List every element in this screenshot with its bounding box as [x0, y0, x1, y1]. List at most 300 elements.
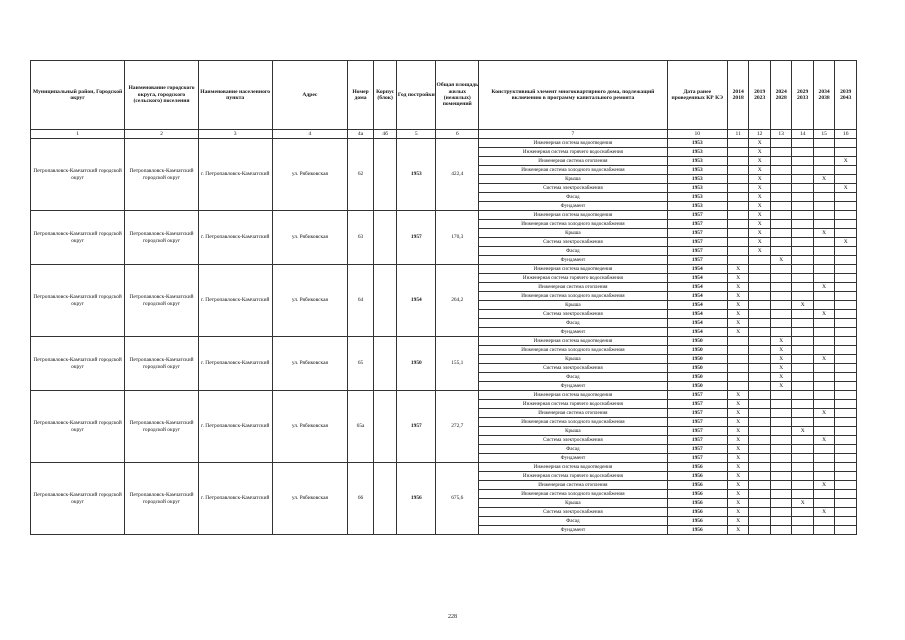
- period-cell-1: X: [727, 463, 748, 472]
- element-name-cell: Крыша: [479, 427, 667, 436]
- period-cell-5: X: [813, 436, 834, 445]
- period-cell-3: [770, 418, 791, 427]
- period-cell-2: [749, 418, 770, 427]
- period-cell-4: [792, 184, 813, 193]
- column-header-9: Конструктивный элемент многоквартирного дома, подлежащий включению в программу капитального ремонта: [479, 61, 667, 130]
- district-cell: Петропавловск-Камчатский городской округ: [31, 139, 125, 211]
- period-cell-2: X: [749, 229, 770, 238]
- repair-date-cell: 1954: [667, 274, 727, 283]
- period-cell-4: [792, 400, 813, 409]
- address-cell: ул. Рябиковская: [272, 337, 348, 391]
- repair-date-cell: 1956: [667, 481, 727, 490]
- element-name-cell: Инженерная система холодного водоснабжения: [479, 292, 667, 301]
- period-cell-5: [813, 490, 834, 499]
- repair-date-cell: 1953: [667, 139, 727, 148]
- element-name-cell: Крыша: [479, 499, 667, 508]
- settlement-cell: Петропавловск-Камчатский городской округ: [125, 391, 199, 463]
- period-cell-1: [727, 157, 748, 166]
- element-name-cell: Фасад: [479, 373, 667, 382]
- column-number-2: 2: [125, 130, 199, 139]
- period-cell-1: X: [727, 328, 748, 337]
- block-cell: [373, 463, 397, 535]
- repair-date-cell: 1953: [667, 166, 727, 175]
- period-cell-6: [835, 418, 857, 427]
- table-row: [31, 211, 857, 220]
- period-cell-3: X: [770, 346, 791, 355]
- column-header-14: 2029 2033: [792, 61, 813, 130]
- period-cell-6: X: [835, 184, 857, 193]
- address-cell: ул. Рябиковская: [272, 391, 348, 463]
- table-row: [31, 463, 857, 472]
- element-name-cell: Инженерная система горячего водоснабжения: [479, 400, 667, 409]
- period-cell-2: X: [749, 247, 770, 256]
- block-cell: [373, 139, 397, 211]
- element-name-cell: Инженерная система холодного водоснабжения: [479, 418, 667, 427]
- period-cell-4: [792, 409, 813, 418]
- period-cell-4: [792, 508, 813, 517]
- period-cell-4: [792, 337, 813, 346]
- repair-date-cell: 1954: [667, 292, 727, 301]
- period-cell-6: [835, 328, 857, 337]
- period-cell-5: [813, 391, 834, 400]
- period-cell-5: [813, 139, 834, 148]
- element-name-cell: Система электроснабжения: [479, 508, 667, 517]
- period-cell-1: X: [727, 265, 748, 274]
- period-cell-4: [792, 139, 813, 148]
- period-cell-3: [770, 238, 791, 247]
- period-cell-2: [749, 310, 770, 319]
- column-header-5: Номер дома: [348, 61, 374, 130]
- period-cell-4: [792, 310, 813, 319]
- element-name-cell: Инженерная система холодного водоснабжения: [479, 490, 667, 499]
- repair-date-cell: 1950: [667, 346, 727, 355]
- period-cell-2: [749, 301, 770, 310]
- repair-date-cell: 1956: [667, 526, 727, 535]
- period-cell-4: [792, 274, 813, 283]
- period-cell-4: [792, 391, 813, 400]
- period-cell-4: [792, 319, 813, 328]
- column-number-16: 16: [835, 130, 857, 139]
- repair-date-cell: 1957: [667, 391, 727, 400]
- period-cell-3: [770, 175, 791, 184]
- element-name-cell: Инженерная система горячего водоснабжения: [479, 148, 667, 157]
- period-cell-6: [835, 427, 857, 436]
- period-cell-2: [749, 400, 770, 409]
- column-number-row: [31, 130, 857, 139]
- table-row: [31, 265, 857, 274]
- element-name-cell: Инженерная система водоотведения: [479, 463, 667, 472]
- period-cell-5: [813, 148, 834, 157]
- period-cell-5: X: [813, 355, 834, 364]
- period-cell-5: [813, 292, 834, 301]
- period-cell-6: [835, 202, 857, 211]
- period-cell-1: [727, 247, 748, 256]
- period-cell-6: [835, 499, 857, 508]
- house-number-cell: 65: [348, 337, 374, 391]
- period-cell-4: [792, 373, 813, 382]
- period-cell-3: X: [770, 337, 791, 346]
- element-name-cell: Система электроснабжения: [479, 436, 667, 445]
- period-cell-2: X: [749, 148, 770, 157]
- period-cell-6: [835, 319, 857, 328]
- period-cell-1: [727, 139, 748, 148]
- period-cell-3: [770, 436, 791, 445]
- column-number-7: 5: [397, 130, 436, 139]
- element-name-cell: Инженерная система водоотведения: [479, 211, 667, 220]
- repair-date-cell: 1950: [667, 337, 727, 346]
- settlement-cell: Петропавловск-Камчатский городской округ: [125, 211, 199, 265]
- period-cell-6: [835, 454, 857, 463]
- period-cell-3: [770, 301, 791, 310]
- period-cell-2: [749, 526, 770, 535]
- column-header-3: Наименование населенного пункта: [198, 61, 272, 130]
- period-cell-1: [727, 184, 748, 193]
- element-name-cell: Фундамент: [479, 382, 667, 391]
- period-cell-4: [792, 445, 813, 454]
- district-cell: Петропавловск-Камчатский городской округ: [31, 337, 125, 391]
- period-cell-6: [835, 256, 857, 265]
- period-cell-5: [813, 499, 834, 508]
- period-cell-3: [770, 193, 791, 202]
- period-cell-6: [835, 229, 857, 238]
- column-number-10: 10: [667, 130, 727, 139]
- period-cell-6: [835, 220, 857, 229]
- repair-date-cell: 1956: [667, 499, 727, 508]
- settlement-cell: Петропавловск-Камчатский городской округ: [125, 337, 199, 391]
- locality-cell: г. Петропавловск-Камчатский: [198, 139, 272, 211]
- area-cell: 675,6: [436, 463, 479, 535]
- period-cell-6: [835, 463, 857, 472]
- repair-date-cell: 1957: [667, 409, 727, 418]
- address-cell: ул. Рябиковская: [272, 211, 348, 265]
- period-cell-1: X: [727, 409, 748, 418]
- build-year-cell: 1950: [397, 337, 436, 391]
- period-cell-2: X: [749, 166, 770, 175]
- period-cell-1: [727, 166, 748, 175]
- column-header-13: 2024 2028: [770, 61, 791, 130]
- table-header: [31, 61, 857, 139]
- column-number-14: 14: [792, 130, 813, 139]
- period-cell-6: [835, 409, 857, 418]
- element-name-cell: Система электроснабжения: [479, 184, 667, 193]
- period-cell-6: [835, 139, 857, 148]
- period-cell-1: [727, 175, 748, 184]
- period-cell-5: [813, 274, 834, 283]
- column-number-8: 6: [436, 130, 479, 139]
- period-cell-3: X: [770, 364, 791, 373]
- repair-date-cell: 1953: [667, 184, 727, 193]
- period-cell-6: [835, 301, 857, 310]
- column-number-5: 4а: [348, 130, 374, 139]
- period-cell-1: X: [727, 391, 748, 400]
- period-cell-3: [770, 526, 791, 535]
- period-cell-5: [813, 346, 834, 355]
- repair-date-cell: 1957: [667, 220, 727, 229]
- period-cell-3: [770, 211, 791, 220]
- locality-cell: г. Петропавловск-Камчатский: [198, 211, 272, 265]
- address-cell: ул. Рябиковская: [272, 139, 348, 211]
- period-cell-4: [792, 418, 813, 427]
- period-cell-3: [770, 292, 791, 301]
- period-cell-4: [792, 481, 813, 490]
- period-cell-1: X: [727, 499, 748, 508]
- period-cell-3: [770, 157, 791, 166]
- build-year-cell: 1953: [397, 139, 436, 211]
- period-cell-2: [749, 427, 770, 436]
- period-cell-1: X: [727, 481, 748, 490]
- column-header-6: Корпус (блок): [373, 61, 397, 130]
- period-cell-5: [813, 472, 834, 481]
- address-cell: ул. Рябиковская: [272, 265, 348, 337]
- period-cell-3: [770, 409, 791, 418]
- period-cell-3: [770, 400, 791, 409]
- period-cell-6: [835, 508, 857, 517]
- repair-date-cell: 1956: [667, 508, 727, 517]
- period-cell-6: [835, 265, 857, 274]
- period-cell-1: X: [727, 472, 748, 481]
- district-cell: Петропавловск-Камчатский городской округ: [31, 391, 125, 463]
- period-cell-2: X: [749, 193, 770, 202]
- period-cell-2: [749, 283, 770, 292]
- column-header-2: Наименование городского округа, городского (сельского) поселения: [125, 61, 199, 130]
- element-name-cell: Фасад: [479, 517, 667, 526]
- table-row: [31, 139, 857, 148]
- period-cell-3: [770, 463, 791, 472]
- settlement-cell: Петропавловск-Камчатский городской округ: [125, 463, 199, 535]
- period-cell-1: [727, 229, 748, 238]
- element-name-cell: Инженерная система отопления: [479, 283, 667, 292]
- period-cell-6: [835, 382, 857, 391]
- period-cell-3: [770, 148, 791, 157]
- period-cell-1: X: [727, 292, 748, 301]
- element-name-cell: Крыша: [479, 355, 667, 364]
- repair-date-cell: 1957: [667, 436, 727, 445]
- district-cell: Петропавловск-Камчатский городской округ: [31, 211, 125, 265]
- element-name-cell: Крыша: [479, 229, 667, 238]
- period-cell-5: X: [813, 175, 834, 184]
- element-name-cell: Инженерная система отопления: [479, 157, 667, 166]
- period-cell-4: [792, 220, 813, 229]
- period-cell-5: [813, 328, 834, 337]
- period-cell-5: [813, 166, 834, 175]
- period-cell-4: [792, 328, 813, 337]
- period-cell-3: [770, 481, 791, 490]
- period-cell-6: [835, 193, 857, 202]
- period-cell-2: X: [749, 211, 770, 220]
- build-year-cell: 1957: [397, 211, 436, 265]
- period-cell-1: [727, 193, 748, 202]
- element-name-cell: Фундамент: [479, 454, 667, 463]
- period-cell-5: X: [813, 310, 834, 319]
- period-cell-6: [835, 472, 857, 481]
- period-cell-4: X: [792, 427, 813, 436]
- period-cell-3: [770, 310, 791, 319]
- period-cell-3: [770, 139, 791, 148]
- period-cell-5: [813, 445, 834, 454]
- element-name-cell: Инженерная система холодного водоснабжения: [479, 220, 667, 229]
- period-cell-3: [770, 265, 791, 274]
- period-cell-5: [813, 418, 834, 427]
- repair-date-cell: 1954: [667, 310, 727, 319]
- period-cell-5: [813, 220, 834, 229]
- period-cell-6: [835, 436, 857, 445]
- element-name-cell: Фундамент: [479, 256, 667, 265]
- column-header-11: 2014 2018: [727, 61, 748, 130]
- period-cell-4: [792, 490, 813, 499]
- repair-date-cell: 1957: [667, 400, 727, 409]
- period-cell-1: X: [727, 445, 748, 454]
- period-cell-4: [792, 463, 813, 472]
- area-cell: 272,7: [436, 391, 479, 463]
- repair-date-cell: 1954: [667, 283, 727, 292]
- period-cell-5: X: [813, 409, 834, 418]
- period-cell-5: [813, 526, 834, 535]
- area-cell: 155,1: [436, 337, 479, 391]
- period-cell-4: [792, 382, 813, 391]
- repair-date-cell: 1954: [667, 301, 727, 310]
- column-header-10: Дата ранее проведенных КР КЭ: [667, 61, 727, 130]
- period-cell-3: [770, 229, 791, 238]
- repair-date-cell: 1953: [667, 157, 727, 166]
- locality-cell: г. Петропавловск-Камчатский: [198, 337, 272, 391]
- column-header-16: 2039 2043: [835, 61, 857, 130]
- period-cell-2: [749, 445, 770, 454]
- repair-date-cell: 1953: [667, 175, 727, 184]
- period-cell-2: [749, 382, 770, 391]
- period-cell-3: [770, 391, 791, 400]
- house-number-cell: 62: [348, 139, 374, 211]
- period-cell-4: [792, 265, 813, 274]
- period-cell-4: [792, 517, 813, 526]
- period-cell-4: X: [792, 301, 813, 310]
- repair-date-cell: 1950: [667, 373, 727, 382]
- period-cell-3: [770, 184, 791, 193]
- period-cell-5: [813, 427, 834, 436]
- period-cell-2: [749, 364, 770, 373]
- period-cell-4: [792, 238, 813, 247]
- period-cell-1: [727, 211, 748, 220]
- element-name-cell: Фасад: [479, 319, 667, 328]
- repair-date-cell: 1956: [667, 517, 727, 526]
- period-cell-5: [813, 157, 834, 166]
- period-cell-3: X: [770, 355, 791, 364]
- period-cell-6: [835, 355, 857, 364]
- period-cell-3: [770, 283, 791, 292]
- period-cell-1: [727, 382, 748, 391]
- period-cell-2: X: [749, 238, 770, 247]
- period-cell-5: [813, 256, 834, 265]
- element-name-cell: Фасад: [479, 247, 667, 256]
- period-cell-6: [835, 400, 857, 409]
- period-cell-1: [727, 256, 748, 265]
- repair-date-cell: 1950: [667, 355, 727, 364]
- period-cell-3: [770, 427, 791, 436]
- repair-date-cell: 1957: [667, 256, 727, 265]
- area-cell: 170,3: [436, 211, 479, 265]
- element-name-cell: Крыша: [479, 301, 667, 310]
- period-cell-4: [792, 472, 813, 481]
- capital-repair-program-table: [30, 60, 857, 535]
- repair-date-cell: 1954: [667, 319, 727, 328]
- element-name-cell: Инженерная система водоотведения: [479, 139, 667, 148]
- element-name-cell: Инженерная система холодного водоснабжения: [479, 346, 667, 355]
- column-header-7: Год постройки: [397, 61, 436, 130]
- period-cell-4: [792, 346, 813, 355]
- period-cell-2: [749, 481, 770, 490]
- column-number-13: 13: [770, 130, 791, 139]
- repair-date-cell: 1957: [667, 418, 727, 427]
- element-name-cell: Фундамент: [479, 526, 667, 535]
- period-cell-6: [835, 364, 857, 373]
- period-cell-2: [749, 463, 770, 472]
- locality-cell: г. Петропавловск-Камчатский: [198, 265, 272, 337]
- period-cell-4: [792, 166, 813, 175]
- period-cell-6: [835, 526, 857, 535]
- period-cell-3: [770, 499, 791, 508]
- repair-date-cell: 1956: [667, 490, 727, 499]
- period-cell-1: X: [727, 454, 748, 463]
- period-cell-3: X: [770, 382, 791, 391]
- period-cell-3: [770, 202, 791, 211]
- period-cell-4: X: [792, 499, 813, 508]
- element-name-cell: Инженерная система водоотведения: [479, 391, 667, 400]
- period-cell-6: [835, 211, 857, 220]
- period-cell-1: X: [727, 418, 748, 427]
- period-cell-5: [813, 265, 834, 274]
- period-cell-5: [813, 193, 834, 202]
- header-row: [31, 61, 857, 130]
- build-year-cell: 1957: [397, 391, 436, 463]
- period-cell-1: [727, 148, 748, 157]
- element-name-cell: Инженерная система водоотведения: [479, 337, 667, 346]
- period-cell-6: [835, 148, 857, 157]
- period-cell-4: [792, 256, 813, 265]
- period-cell-5: [813, 247, 834, 256]
- element-name-cell: Инженерная система отопления: [479, 409, 667, 418]
- period-cell-2: [749, 346, 770, 355]
- settlement-cell: Петропавловск-Камчатский городской округ: [125, 139, 199, 211]
- build-year-cell: 1956: [397, 463, 436, 535]
- period-cell-2: [749, 265, 770, 274]
- period-cell-3: [770, 454, 791, 463]
- address-cell: ул. Рябиковская: [272, 463, 348, 535]
- period-cell-5: [813, 400, 834, 409]
- period-cell-5: [813, 301, 834, 310]
- element-name-cell: Инженерная система отопления: [479, 481, 667, 490]
- house-number-cell: 65а: [348, 391, 374, 463]
- repair-date-cell: 1953: [667, 193, 727, 202]
- period-cell-2: [749, 436, 770, 445]
- period-cell-3: X: [770, 373, 791, 382]
- period-cell-3: [770, 220, 791, 229]
- house-number-cell: 63: [348, 211, 374, 265]
- element-name-cell: Фундамент: [479, 328, 667, 337]
- period-cell-5: [813, 211, 834, 220]
- repair-date-cell: 1957: [667, 247, 727, 256]
- period-cell-1: [727, 202, 748, 211]
- column-header-1: Муниципальный район, Городской округ: [31, 61, 125, 130]
- element-name-cell: Крыша: [479, 175, 667, 184]
- period-cell-2: [749, 499, 770, 508]
- block-cell: [373, 265, 397, 337]
- area-cell: 422,4: [436, 139, 479, 211]
- period-cell-5: [813, 382, 834, 391]
- period-cell-1: [727, 238, 748, 247]
- period-cell-4: [792, 292, 813, 301]
- period-cell-5: [813, 517, 834, 526]
- area-cell: 264,2: [436, 265, 479, 337]
- period-cell-3: [770, 517, 791, 526]
